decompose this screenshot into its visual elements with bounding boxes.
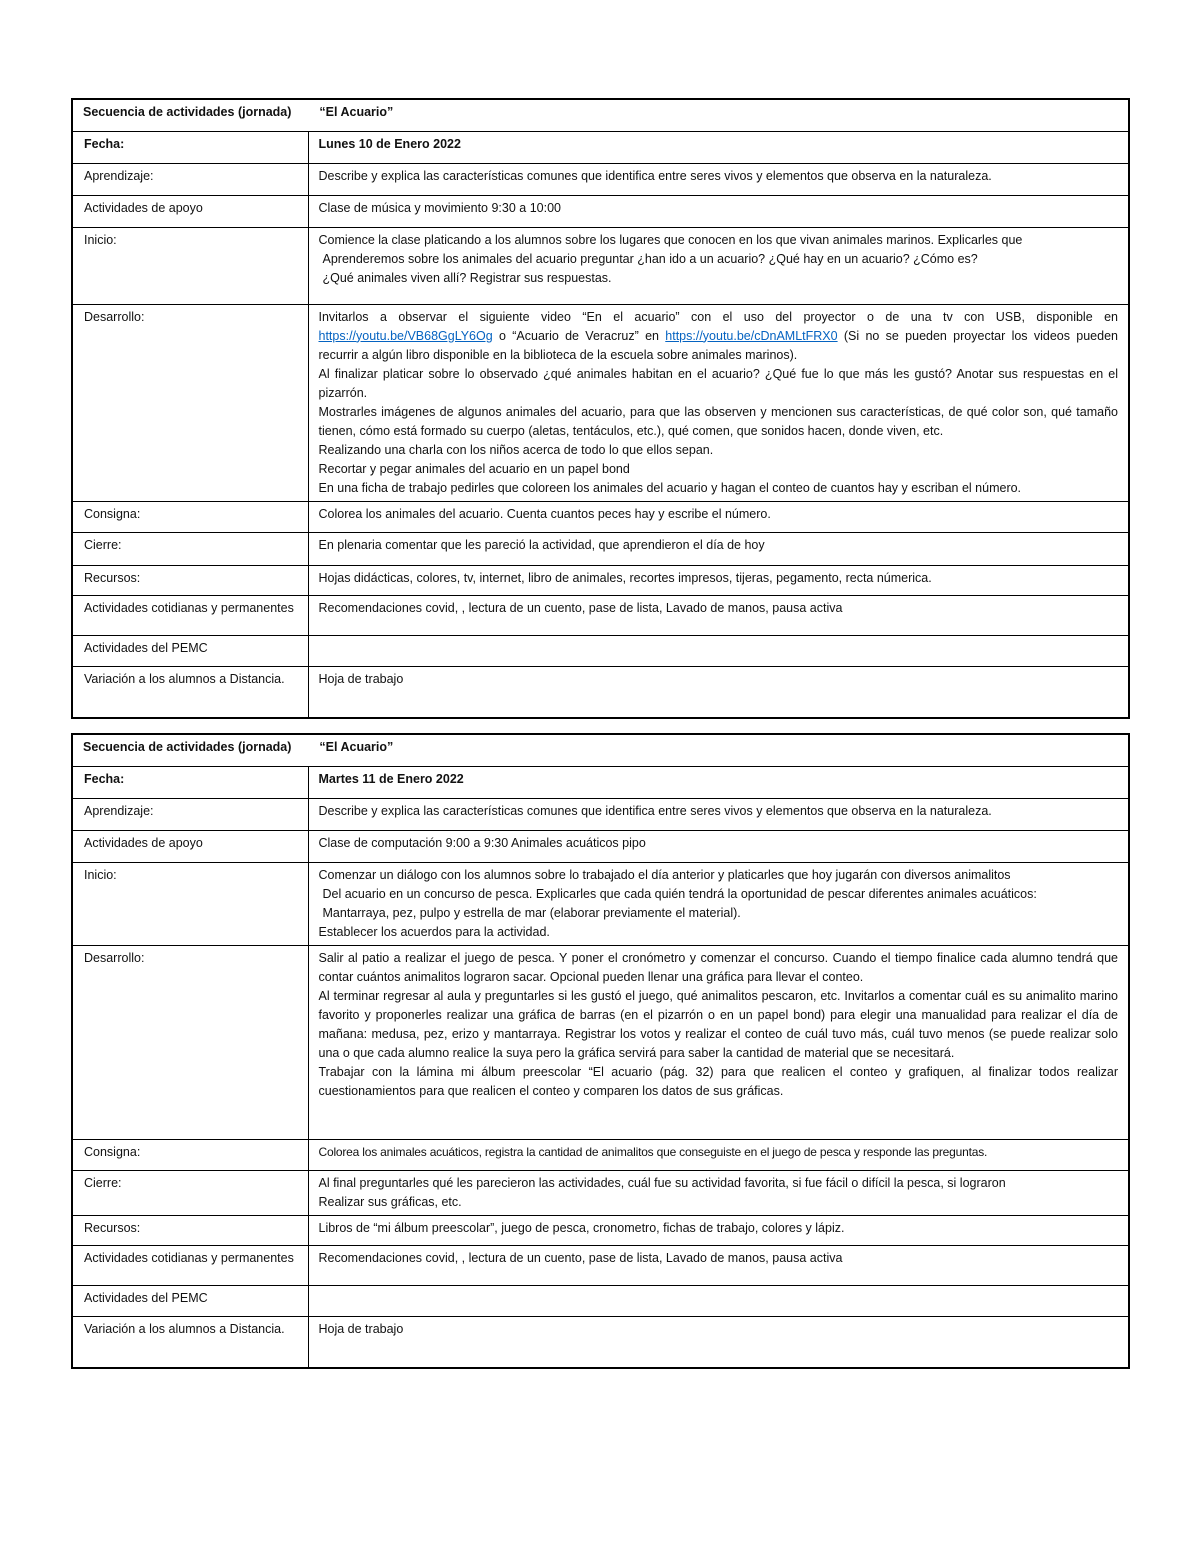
pemc-label: Actividades del PEMC (72, 635, 308, 666)
cierre-row (72, 1170, 1129, 1215)
sequence-header (72, 99, 1129, 131)
aprendizaje-value: Describe y explica las características comunes que identifica entre seres vivos y elementos que observa en la naturaleza. (308, 798, 1129, 830)
consigna-row (72, 501, 1129, 532)
consigna-value: Colorea los animales acuáticos, registra la cantidad de animalitos que conseguiste en el juego de pesca y responde las preguntas. (308, 1139, 1129, 1170)
desarrollo-paragraph: Al finalizar platicar sobre lo observado ¿qué animales habitan en el acuario? ¿Qué fue lo que más les gustó? Anotar sus respuestas en el pizarrón. (318, 366, 1118, 400)
desarrollo-paragraph: Mostrarles imágenes de algunos animales del acuario, para que las observen y mencionen sus características, de qué color son, qué tamaño tienen, cómo está formado su cuerpo (aletas, tentáculos, etc.), qué comen, que sonidos hacen, donde viven, etc. (318, 404, 1118, 438)
desarrollo-intro: Invitarlos a observar el siguiente video “En el acuario” con el uso del proyector o de una tv con USB, disponible en (318, 309, 1118, 324)
desarrollo-paragraph: En una ficha de trabajo pedirles que coloreen los animales del acuario y hagan el conteo de cuantos hay y escriban el número. (318, 480, 1022, 495)
sequence-title: “El Acuario” (319, 740, 394, 754)
cotidianas-value: Recomendaciones covid, , lectura de un cuento, pase de lista, Lavado de manos, pausa activa (308, 1245, 1129, 1285)
video-link-acuario[interactable]: https://youtu.be/VB68GgLY6Og (318, 328, 493, 343)
pemc-value (308, 635, 1129, 666)
inicio-line: Comience la clase platicando a los alumnos sobre los lugares que conocen en los que vivan animales marinos. Explicarles que (318, 232, 1023, 247)
recursos-value: Hojas didácticas, colores, tv, internet, libro de animales, recortes impresos, tijeras, pegamento, recta númerica. (308, 565, 1129, 595)
variacion-row (72, 1316, 1129, 1368)
recursos-value: Libros de “mi álbum preescolar”, juego de pesca, cronometro, fichas de trabajo, colores y lápiz. (308, 1215, 1129, 1245)
inicio-line: ¿Qué animales viven allí? Registrar sus respuestas. (322, 270, 612, 285)
inicio-row (72, 227, 1129, 304)
activity-table-monday (71, 98, 1130, 719)
variacion-label: Variación a los alumnos a Distancia. (72, 1316, 308, 1368)
inicio-line: Comenzar un diálogo con los alumnos sobre lo trabajado el día anterior y platicarles que hoy jugarán con diversos animalitos (318, 867, 1011, 882)
aprendizaje-label: Aprendizaje: (72, 163, 308, 195)
desarrollo-paragraph: Al terminar regresar al aula y preguntarles si les gustó el juego, qué animalitos pescaron, etc. Invitarlos a comentar cuál es su animalito marino favorito y proponerles realizar una gráfica de barras (en el pizarrón o en un papel bond) para elegir una manualidad para realizar el día de mañana: medusa, pez, erizo y mantarraya. Registrar los votos y realizar el conteo de cuál tuvo más, cuál tuvo menos (se puede realizar solo una o que cada alumno realice la suya pero la gráfica servirá para saber la cantidad de material que se necesitará. (318, 988, 1118, 1060)
desarrollo-mid: o “Acuario de Veracruz” en (492, 328, 666, 343)
date-row (72, 766, 1129, 798)
inicio-line: Establecer los acuerdos para la actividad. (318, 924, 550, 939)
cotidianas-value: Recomendaciones covid, , lectura de un cuento, pase de lista, Lavado de manos, pausa activa (308, 595, 1129, 635)
activity-table-tuesday (71, 733, 1130, 1369)
cotidianas-label: Actividades cotidianas y permanentes (72, 595, 308, 635)
sequence-label: Secuencia de actividades (jornada) (83, 105, 292, 119)
apoyo-row (72, 830, 1129, 862)
apoyo-value: Clase de música y movimiento 9:30 a 10:00 (308, 195, 1129, 227)
cotidianas-label: Actividades cotidianas y permanentes (72, 1245, 308, 1285)
recursos-label: Recursos: (72, 565, 308, 595)
sequence-title: “El Acuario” (319, 105, 394, 119)
recursos-row (72, 565, 1129, 595)
recursos-row (72, 1215, 1129, 1245)
inicio-value (308, 862, 1129, 945)
date-value: Martes 11 de Enero 2022 (308, 766, 1129, 798)
date-label: Fecha: (72, 766, 308, 798)
desarrollo-paragraph: Realizando una charla con los niños acerca de todo lo que ellos sepan. (318, 442, 714, 457)
cotidianas-row (72, 1245, 1129, 1285)
aprendizaje-value: Describe y explica las características comunes que identifica entre seres vivos y elementos que observa en la naturaleza. (308, 163, 1129, 195)
aprendizaje-label: Aprendizaje: (72, 798, 308, 830)
variacion-row (72, 666, 1129, 718)
cotidianas-row (72, 595, 1129, 635)
cierre-value (308, 1170, 1129, 1215)
inicio-value (308, 227, 1129, 304)
consigna-row (72, 1139, 1129, 1170)
inicio-label: Inicio: (72, 227, 308, 304)
cierre-line: Realizar sus gráficas, etc. (318, 1194, 462, 1209)
date-label: Fecha: (72, 131, 308, 163)
apoyo-label: Actividades de apoyo (72, 195, 308, 227)
inicio-line: Del acuario en un concurso de pesca. Explicarles que cada quién tendrá la oportunidad de pescar diferentes animales acuáticos: (322, 886, 1037, 901)
pemc-label: Actividades del PEMC (72, 1285, 308, 1316)
desarrollo-label: Desarrollo: (72, 945, 308, 1139)
desarrollo-paragraph: Salir al patio a realizar el juego de pesca. Y poner el cronómetro y comenzar el concurso. Cuando el tiempo finalice cada alumno tendrá que contar cuántos animalitos lograron sacar. Opcional pueden llenar una gráfica para llevar el conteo. (318, 950, 1118, 984)
desarrollo-value (308, 304, 1129, 501)
apoyo-value: Clase de computación 9:00 a 9:30 Animales acuáticos pipo (308, 830, 1129, 862)
recursos-label: Recursos: (72, 1215, 308, 1245)
desarrollo-paragraph (319, 308, 1119, 365)
aprendizaje-row (72, 163, 1129, 195)
date-row (72, 131, 1129, 163)
date-value: Lunes 10 de Enero 2022 (308, 131, 1129, 163)
consigna-label: Consigna: (72, 1139, 308, 1170)
sequence-header (72, 734, 1129, 766)
inicio-row (72, 862, 1129, 945)
desarrollo-value (308, 945, 1129, 1139)
desarrollo-after-link: (Si no se pueden proyectar los videos pueden recurrir a algún libro disponible en la biblioteca de la escuela sobre animales marinos). (318, 328, 1118, 362)
cierre-line: Al final preguntarles qué les parecieron las actividades, cuál fue su actividad favorita, si fue fácil o difícil la pesca, si lograron (318, 1175, 1006, 1190)
pemc-row (72, 635, 1129, 666)
pemc-value (308, 1285, 1129, 1316)
desarrollo-label: Desarrollo: (72, 304, 308, 501)
table-header-row (72, 99, 1129, 131)
inicio-line: Aprenderemos sobre los animales del acuario preguntar ¿han ido a un acuario? ¿Qué hay en un acuario? ¿Cómo es? (322, 251, 978, 266)
desarrollo-paragraph: Recortar y pegar animales del acuario en un papel bond (318, 461, 630, 476)
desarrollo-paragraph: Trabajar con la lámina mi álbum preescolar “El acuario (pág. 32) para que realicen el conteo y grafiquen, al finalizar todos realizar cuestionamientos para que realicen el conteo y comparen los datos de sus gráficas. (318, 1064, 1118, 1098)
variacion-value: Hoja de trabajo (308, 1316, 1129, 1368)
table-header-row (72, 734, 1129, 766)
aprendizaje-row (72, 798, 1129, 830)
cierre-value: En plenaria comentar que les pareció la actividad, que aprendieron el día de hoy (308, 532, 1129, 565)
variacion-label: Variación a los alumnos a Distancia. (72, 666, 308, 718)
desarrollo-row (72, 945, 1129, 1139)
apoyo-row (72, 195, 1129, 227)
inicio-line: Mantarraya, pez, pulpo y estrella de mar (elaborar previamente el material). (322, 905, 741, 920)
desarrollo-row (72, 304, 1129, 501)
apoyo-label: Actividades de apoyo (72, 830, 308, 862)
pemc-row (72, 1285, 1129, 1316)
consigna-value: Colorea los animales del acuario. Cuenta cuantos peces hay y escribe el número. (308, 501, 1129, 532)
cierre-row (72, 532, 1129, 565)
variacion-value: Hoja de trabajo (308, 666, 1129, 718)
video-link-veracruz[interactable]: https://youtu.be/cDnAMLtFRX0 (665, 328, 838, 343)
inicio-label: Inicio: (72, 862, 308, 945)
consigna-label: Consigna: (72, 501, 308, 532)
sequence-label: Secuencia de actividades (jornada) (83, 740, 292, 754)
cierre-label: Cierre: (72, 1170, 308, 1215)
cierre-label: Cierre: (72, 532, 308, 565)
